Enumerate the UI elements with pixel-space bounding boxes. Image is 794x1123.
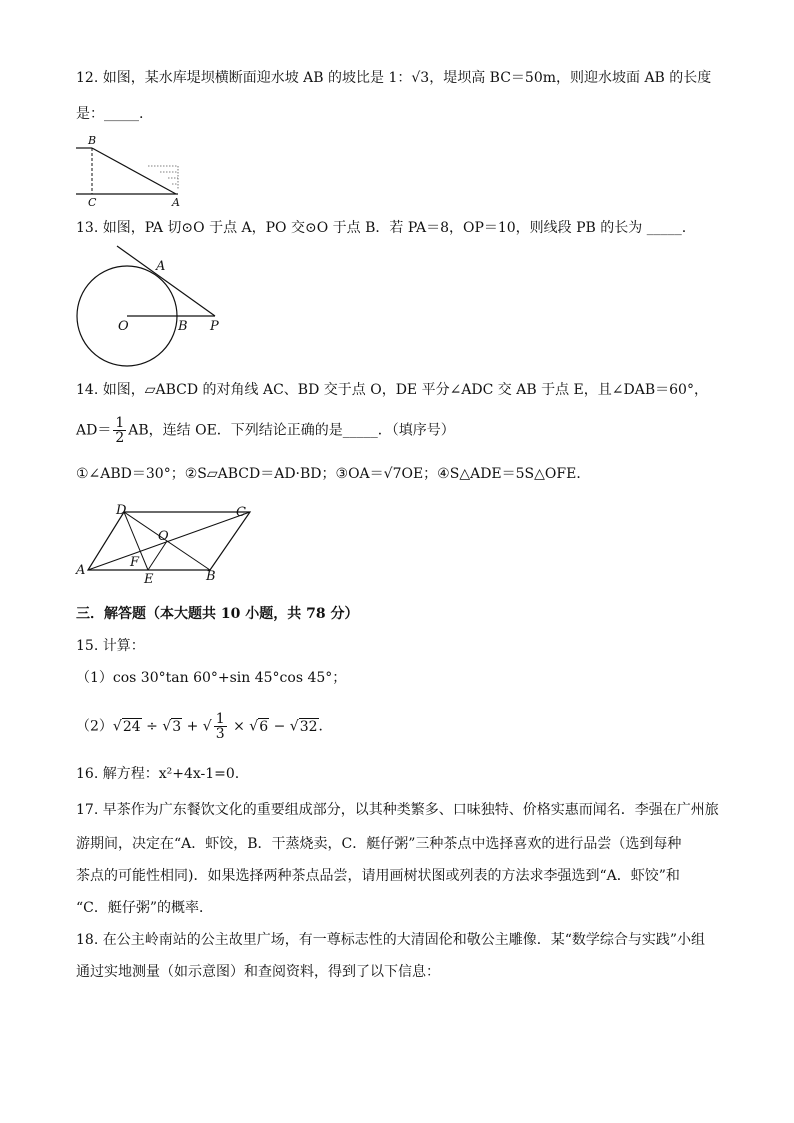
q12-label-c: C: [88, 196, 97, 209]
q12-line-1: 12. 如图，某水库堤坝横断面迎水坡 AB 的坡比是 1：√3，堤坝高 BC＝50m，则迎水坡面 AB 的长度: [76, 70, 712, 86]
q14-fraction: [113, 416, 126, 445]
q14-label-o: O: [158, 529, 169, 544]
q13-label-o: O: [118, 319, 129, 334]
q15-fraction-numerator: 1: [215, 711, 225, 727]
q14-fraction-numerator: 1: [115, 415, 125, 431]
q12-dam-figure: [72, 132, 184, 212]
q15-title: 15. 计算：: [76, 638, 145, 654]
q17-line-3: 茶点的可能性相同)．如果选择两种茶点品尝，请用画树状图或列表的方法求李强选到“A．虾饺”和: [76, 868, 680, 884]
q12-label-b: B: [88, 134, 97, 147]
q14-label-e: E: [144, 572, 154, 586]
q14-label-f: F: [130, 555, 140, 570]
q14-line-1: 14. 如图，▱ABCD 的对角线 AC、BD 交于点 O，DE 平分∠ADC 交 AB 于点 E，且∠DAB＝60°，: [76, 382, 708, 398]
q18-line-2: 通过实地测量（如示意图）和查阅资料，得到了以下信息：: [76, 964, 440, 980]
q17-line-4: “C．艇仔粥”的概率．: [76, 900, 214, 916]
q14-label-b: B: [206, 569, 216, 584]
q14-line-3: ①∠ABD＝30°；②S▱ABCD＝AD·BD；③OA＝√7OE；④S△ADE＝5S△OFE．: [76, 466, 591, 482]
q14-line-2: [76, 416, 455, 445]
q13-label-p: P: [210, 319, 219, 334]
q14-parallelogram-figure: [72, 500, 252, 586]
q15-part-2: （2）√24 ÷ √3 + √ $\frac{1}{3}$ × √6 − √32．: [76, 711, 333, 742]
q16-line: 16. 解方程：x²+4x-1=0.: [76, 766, 240, 782]
q14-line-2-prefix: AD＝: [76, 422, 112, 439]
q15-sqrt-24: 24: [122, 718, 141, 735]
q12-line-2: 是：_____.: [76, 106, 144, 122]
q15-part-2-prefix: （2）: [76, 718, 113, 735]
q15-part-1: （1）cos 30°tan 60°+sin 45°cos 45°；: [76, 670, 347, 686]
q13-label-b: B: [178, 319, 188, 334]
q15-fraction-denominator: 3: [215, 726, 225, 742]
section-3-heading: 三．解答题（本大题共 10 小题，共 78 分）: [76, 606, 359, 622]
q13-circle-figure: [72, 240, 232, 370]
q17-line-1: 17. 早茶作为广东餐饮文化的重要组成部分，以其种类繁多、口味独特、价格实惠而闻名．李强在广州旅: [76, 802, 719, 818]
q15-sqrt-32: 32: [299, 718, 318, 735]
q17-line-2: 游期间，决定在“A．虾饺，B．干蒸烧卖，C．艇仔粥”三种茶点中选择喜欢的进行品尝（选到每种: [76, 836, 682, 852]
q18-line-1: 18. 在公主岭南站的公主故里广场，有一尊标志性的大清固伦和敬公主雕像．某“数学综合与实践”小组: [76, 932, 706, 948]
q13-label-a: A: [156, 259, 166, 274]
q15-sqrt-fraction: [214, 712, 227, 741]
q15-sqrt-3: 3: [172, 718, 182, 735]
q14-line-2-suffix: AB，连结 OE．下列结论正确的是_____．（填序号）: [128, 422, 455, 439]
q14-label-c: C: [236, 505, 246, 520]
q14-fraction-denominator: 2: [115, 430, 125, 446]
q14-label-d: D: [116, 503, 127, 518]
q13-line-1: 13. 如图，PA 切⊙O 于点 A，PO 交⊙O 于点 B．若 PA＝8，OP＝10，则线段 PB 的长为 _____.: [76, 220, 687, 236]
q15-sqrt-6: 6: [259, 718, 269, 735]
q12-label-a: A: [172, 196, 180, 209]
q14-label-a: A: [76, 563, 86, 578]
